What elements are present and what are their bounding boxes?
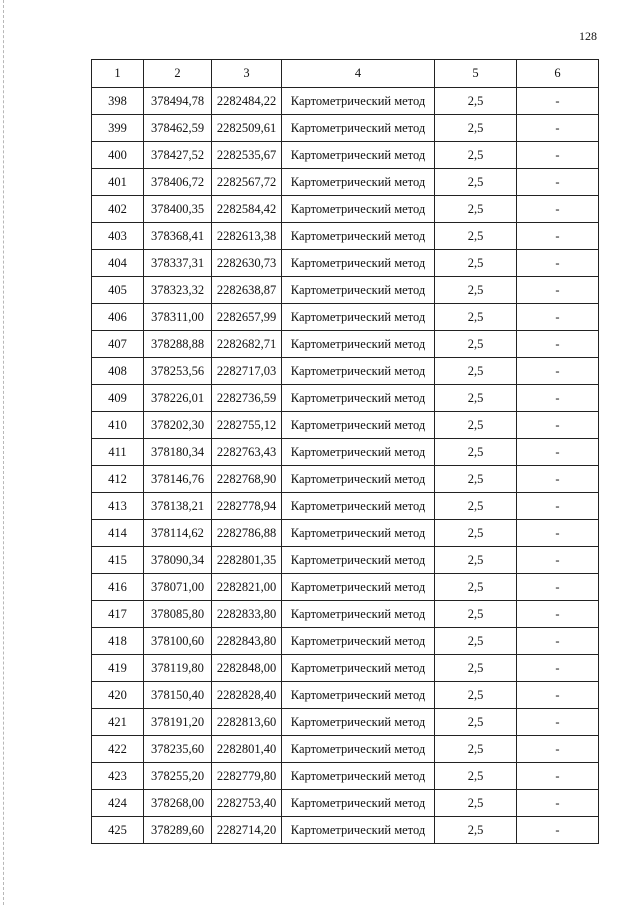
accuracy-cell: 2,5: [435, 520, 517, 547]
x-coordinate-cell: 378235,60: [144, 736, 212, 763]
table-row: [92, 115, 599, 142]
y-coordinate-cell: 2282821,00: [212, 574, 282, 601]
x-coordinate-cell: 378289,60: [144, 817, 212, 844]
accuracy-cell: 2,5: [435, 250, 517, 277]
method-cell: Картометрический метод: [282, 493, 435, 520]
accuracy-cell: 2,5: [435, 223, 517, 250]
y-coordinate-cell: 2282714,20: [212, 817, 282, 844]
accuracy-cell: 2,5: [435, 709, 517, 736]
y-coordinate-cell: 2282779,80: [212, 763, 282, 790]
table-row: [92, 601, 599, 628]
note-cell: -: [517, 466, 599, 493]
note-cell: -: [517, 142, 599, 169]
point-number-cell: 414: [92, 520, 144, 547]
accuracy-cell: 2,5: [435, 358, 517, 385]
header-col-2: 2: [144, 60, 212, 88]
method-cell: Картометрический метод: [282, 736, 435, 763]
method-cell: Картометрический метод: [282, 628, 435, 655]
table-row: [92, 736, 599, 763]
table-row: [92, 331, 599, 358]
table-row: [92, 709, 599, 736]
y-coordinate-cell: 2282813,60: [212, 709, 282, 736]
accuracy-cell: 2,5: [435, 169, 517, 196]
method-cell: Картометрический метод: [282, 277, 435, 304]
note-cell: -: [517, 412, 599, 439]
header-col-5: 5: [435, 60, 517, 88]
y-coordinate-cell: 2282584,42: [212, 196, 282, 223]
y-coordinate-cell: 2282778,94: [212, 493, 282, 520]
note-cell: -: [517, 196, 599, 223]
method-cell: Картометрический метод: [282, 358, 435, 385]
x-coordinate-cell: 378071,00: [144, 574, 212, 601]
y-coordinate-cell: 2282801,35: [212, 547, 282, 574]
method-cell: Картометрический метод: [282, 709, 435, 736]
point-number-cell: 412: [92, 466, 144, 493]
x-coordinate-cell: 378462,59: [144, 115, 212, 142]
x-coordinate-cell: 378400,35: [144, 196, 212, 223]
y-coordinate-cell: 2282567,72: [212, 169, 282, 196]
table-row: [92, 358, 599, 385]
x-coordinate-cell: 378268,00: [144, 790, 212, 817]
y-coordinate-cell: 2282630,73: [212, 250, 282, 277]
point-number-cell: 421: [92, 709, 144, 736]
accuracy-cell: 2,5: [435, 682, 517, 709]
y-coordinate-cell: 2282833,80: [212, 601, 282, 628]
point-number-cell: 407: [92, 331, 144, 358]
y-coordinate-cell: 2282843,80: [212, 628, 282, 655]
note-cell: -: [517, 655, 599, 682]
method-cell: Картометрический метод: [282, 385, 435, 412]
accuracy-cell: 2,5: [435, 601, 517, 628]
note-cell: -: [517, 88, 599, 115]
table-row: [92, 439, 599, 466]
note-cell: -: [517, 682, 599, 709]
x-coordinate-cell: 378494,78: [144, 88, 212, 115]
table-body: [92, 88, 599, 844]
method-cell: Картометрический метод: [282, 817, 435, 844]
table-row: [92, 574, 599, 601]
table-row: [92, 412, 599, 439]
method-cell: Картометрический метод: [282, 655, 435, 682]
method-cell: Картометрический метод: [282, 196, 435, 223]
page-number: 128: [579, 29, 597, 43]
note-cell: -: [517, 439, 599, 466]
table-row: [92, 142, 599, 169]
table-row: [92, 223, 599, 250]
point-number-cell: 413: [92, 493, 144, 520]
point-number-cell: 410: [92, 412, 144, 439]
method-cell: Картометрический метод: [282, 682, 435, 709]
x-coordinate-cell: 378427,52: [144, 142, 212, 169]
point-number-cell: 416: [92, 574, 144, 601]
x-coordinate-cell: 378202,30: [144, 412, 212, 439]
y-coordinate-cell: 2282657,99: [212, 304, 282, 331]
method-cell: Картометрический метод: [282, 223, 435, 250]
point-number-cell: 411: [92, 439, 144, 466]
y-coordinate-cell: 2282755,12: [212, 412, 282, 439]
method-cell: Картометрический метод: [282, 169, 435, 196]
x-coordinate-cell: 378323,32: [144, 277, 212, 304]
method-cell: Картометрический метод: [282, 520, 435, 547]
method-cell: Картометрический метод: [282, 412, 435, 439]
note-cell: -: [517, 601, 599, 628]
note-cell: -: [517, 763, 599, 790]
method-cell: Картометрический метод: [282, 574, 435, 601]
accuracy-cell: 2,5: [435, 142, 517, 169]
accuracy-cell: 2,5: [435, 574, 517, 601]
note-cell: -: [517, 115, 599, 142]
table-row: [92, 277, 599, 304]
header-col-3: 3: [212, 60, 282, 88]
note-cell: -: [517, 493, 599, 520]
coordinates-table: [91, 59, 599, 844]
accuracy-cell: 2,5: [435, 304, 517, 331]
point-number-cell: 403: [92, 223, 144, 250]
y-coordinate-cell: 2282801,40: [212, 736, 282, 763]
note-cell: -: [517, 250, 599, 277]
point-number-cell: 399: [92, 115, 144, 142]
table-row: [92, 682, 599, 709]
point-number-cell: 423: [92, 763, 144, 790]
accuracy-cell: 2,5: [435, 115, 517, 142]
note-cell: -: [517, 628, 599, 655]
method-cell: Картометрический метод: [282, 331, 435, 358]
table-row: [92, 763, 599, 790]
x-coordinate-cell: 378150,40: [144, 682, 212, 709]
point-number-cell: 404: [92, 250, 144, 277]
x-coordinate-cell: 378180,34: [144, 439, 212, 466]
y-coordinate-cell: 2282509,61: [212, 115, 282, 142]
note-cell: -: [517, 520, 599, 547]
point-number-cell: 424: [92, 790, 144, 817]
note-cell: -: [517, 331, 599, 358]
method-cell: Картометрический метод: [282, 439, 435, 466]
y-coordinate-cell: 2282638,87: [212, 277, 282, 304]
y-coordinate-cell: 2282848,00: [212, 655, 282, 682]
y-coordinate-cell: 2282786,88: [212, 520, 282, 547]
y-coordinate-cell: 2282682,71: [212, 331, 282, 358]
method-cell: Картометрический метод: [282, 304, 435, 331]
note-cell: -: [517, 223, 599, 250]
x-coordinate-cell: 378288,88: [144, 331, 212, 358]
y-coordinate-cell: 2282736,59: [212, 385, 282, 412]
table-row: [92, 817, 599, 844]
y-coordinate-cell: 2282753,40: [212, 790, 282, 817]
note-cell: -: [517, 790, 599, 817]
point-number-cell: 417: [92, 601, 144, 628]
point-number-cell: 398: [92, 88, 144, 115]
table-row: [92, 88, 599, 115]
table-row: [92, 466, 599, 493]
note-cell: -: [517, 277, 599, 304]
accuracy-cell: 2,5: [435, 763, 517, 790]
table-row: [92, 655, 599, 682]
table-row: [92, 628, 599, 655]
point-number-cell: 408: [92, 358, 144, 385]
x-coordinate-cell: 378311,00: [144, 304, 212, 331]
x-coordinate-cell: 378368,41: [144, 223, 212, 250]
point-number-cell: 400: [92, 142, 144, 169]
y-coordinate-cell: 2282484,22: [212, 88, 282, 115]
y-coordinate-cell: 2282613,38: [212, 223, 282, 250]
y-coordinate-cell: 2282828,40: [212, 682, 282, 709]
point-number-cell: 422: [92, 736, 144, 763]
accuracy-cell: 2,5: [435, 385, 517, 412]
point-number-cell: 420: [92, 682, 144, 709]
point-number-cell: 402: [92, 196, 144, 223]
point-number-cell: 406: [92, 304, 144, 331]
note-cell: -: [517, 169, 599, 196]
note-cell: -: [517, 574, 599, 601]
x-coordinate-cell: 378226,01: [144, 385, 212, 412]
table-row: [92, 304, 599, 331]
y-coordinate-cell: 2282535,67: [212, 142, 282, 169]
point-number-cell: 409: [92, 385, 144, 412]
table-row: [92, 790, 599, 817]
note-cell: -: [517, 736, 599, 763]
header-col-1: 1: [92, 60, 144, 88]
point-number-cell: 419: [92, 655, 144, 682]
note-cell: -: [517, 385, 599, 412]
accuracy-cell: 2,5: [435, 790, 517, 817]
page-margin-line: [3, 0, 4, 905]
note-cell: -: [517, 358, 599, 385]
method-cell: Картометрический метод: [282, 601, 435, 628]
accuracy-cell: 2,5: [435, 655, 517, 682]
x-coordinate-cell: 378138,21: [144, 493, 212, 520]
note-cell: -: [517, 547, 599, 574]
point-number-cell: 401: [92, 169, 144, 196]
method-cell: Картометрический метод: [282, 790, 435, 817]
x-coordinate-cell: 378255,20: [144, 763, 212, 790]
x-coordinate-cell: 378100,60: [144, 628, 212, 655]
point-number-cell: 425: [92, 817, 144, 844]
x-coordinate-cell: 378337,31: [144, 250, 212, 277]
y-coordinate-cell: 2282763,43: [212, 439, 282, 466]
accuracy-cell: 2,5: [435, 196, 517, 223]
method-cell: Картометрический метод: [282, 88, 435, 115]
x-coordinate-cell: 378119,80: [144, 655, 212, 682]
table-row: [92, 169, 599, 196]
accuracy-cell: 2,5: [435, 547, 517, 574]
point-number-cell: 415: [92, 547, 144, 574]
accuracy-cell: 2,5: [435, 817, 517, 844]
method-cell: Картометрический метод: [282, 466, 435, 493]
header-col-6: 6: [517, 60, 599, 88]
accuracy-cell: 2,5: [435, 736, 517, 763]
point-number-cell: 418: [92, 628, 144, 655]
y-coordinate-cell: 2282768,90: [212, 466, 282, 493]
note-cell: -: [517, 709, 599, 736]
accuracy-cell: 2,5: [435, 628, 517, 655]
point-number-cell: 405: [92, 277, 144, 304]
accuracy-cell: 2,5: [435, 466, 517, 493]
note-cell: -: [517, 817, 599, 844]
table-row: [92, 385, 599, 412]
x-coordinate-cell: 378146,76: [144, 466, 212, 493]
method-cell: Картометрический метод: [282, 250, 435, 277]
y-coordinate-cell: 2282717,03: [212, 358, 282, 385]
accuracy-cell: 2,5: [435, 412, 517, 439]
x-coordinate-cell: 378191,20: [144, 709, 212, 736]
table-row: [92, 520, 599, 547]
method-cell: Картометрический метод: [282, 547, 435, 574]
accuracy-cell: 2,5: [435, 88, 517, 115]
accuracy-cell: 2,5: [435, 331, 517, 358]
note-cell: -: [517, 304, 599, 331]
x-coordinate-cell: 378114,62: [144, 520, 212, 547]
x-coordinate-cell: 378406,72: [144, 169, 212, 196]
table-row: [92, 196, 599, 223]
accuracy-cell: 2,5: [435, 493, 517, 520]
x-coordinate-cell: 378253,56: [144, 358, 212, 385]
table-row: [92, 250, 599, 277]
method-cell: Картометрический метод: [282, 763, 435, 790]
header-col-4: 4: [282, 60, 435, 88]
x-coordinate-cell: 378090,34: [144, 547, 212, 574]
method-cell: Картометрический метод: [282, 115, 435, 142]
table-row: [92, 493, 599, 520]
table-row: [92, 547, 599, 574]
accuracy-cell: 2,5: [435, 439, 517, 466]
x-coordinate-cell: 378085,80: [144, 601, 212, 628]
method-cell: Картометрический метод: [282, 142, 435, 169]
accuracy-cell: 2,5: [435, 277, 517, 304]
table-header-row: [92, 60, 599, 88]
